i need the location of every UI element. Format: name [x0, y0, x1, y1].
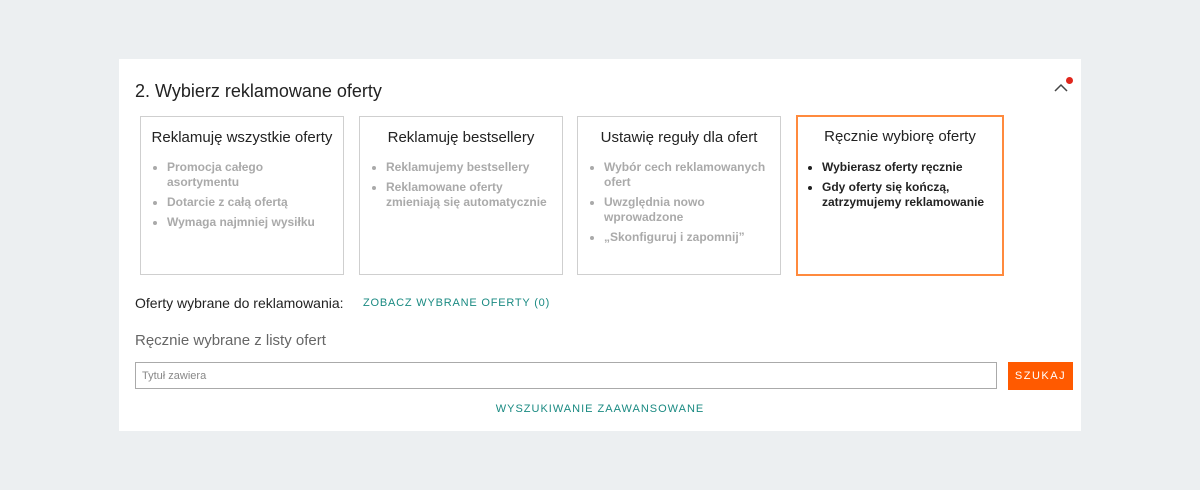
- chosen-offers-label: Oferty wybrane do reklamowania:: [135, 295, 344, 311]
- chosen-offers-row: [135, 295, 551, 313]
- advanced-search-link[interactable]: WYSZUKIWANIE ZAAWANSOWANE: [495, 403, 705, 415]
- card-title: Ręcznie wybiorę oferty: [824, 128, 976, 145]
- card-all-offers[interactable]: [140, 116, 344, 275]
- card-title: Ustawię reguły dla ofert: [600, 129, 758, 146]
- card-bullets: [798, 160, 1002, 210]
- card-bullet: • Gdy oferty się kończą, zatrzymujemy reklamowanie: [822, 180, 994, 210]
- card-bullet: • „Skonfiguruj i zapomnij”: [604, 230, 772, 245]
- card-bullet: • Reklamowane oferty zmieniają się automatycznie: [386, 180, 554, 210]
- chevron-up-icon: [1054, 83, 1068, 93]
- card-title: Reklamuję wszystkie oferty: [151, 129, 333, 146]
- title-search-input[interactable]: [135, 362, 997, 389]
- card-bullet: • Wybierasz oferty ręcznie: [822, 160, 994, 175]
- section-title: 2. Wybierz reklamowane oferty: [135, 81, 382, 101]
- card-bullets: [578, 160, 780, 245]
- card-bestsellers[interactable]: [359, 116, 563, 275]
- manual-selection-label: Ręcznie wybrane z listy ofert: [135, 332, 326, 349]
- card-title: Reklamuję bestsellery: [387, 129, 535, 146]
- notification-dot-icon: [1066, 77, 1073, 84]
- offers-section-panel: [119, 59, 1081, 431]
- card-bullet: • Wybór cech reklamowanych ofert: [604, 160, 772, 190]
- view-selected-offers-link[interactable]: ZOBACZ WYBRANE OFERTY (0): [363, 297, 551, 309]
- card-bullets: [141, 160, 343, 230]
- card-bullet: • Promocja całego asortymentu: [167, 160, 335, 190]
- card-bullets: [360, 160, 562, 210]
- card-rules[interactable]: [577, 116, 781, 275]
- card-bullet: • Wymaga najmniej wysiłku: [167, 215, 335, 230]
- search-button[interactable]: SZUKAJ: [1008, 362, 1073, 390]
- card-manual-selected[interactable]: [796, 115, 1004, 276]
- card-bullet: • Dotarcie z całą ofertą: [167, 195, 335, 210]
- card-bullet: • Uwzględnia nowo wprowadzone: [604, 195, 772, 225]
- card-bullet: • Reklamujemy bestsellery: [386, 160, 554, 175]
